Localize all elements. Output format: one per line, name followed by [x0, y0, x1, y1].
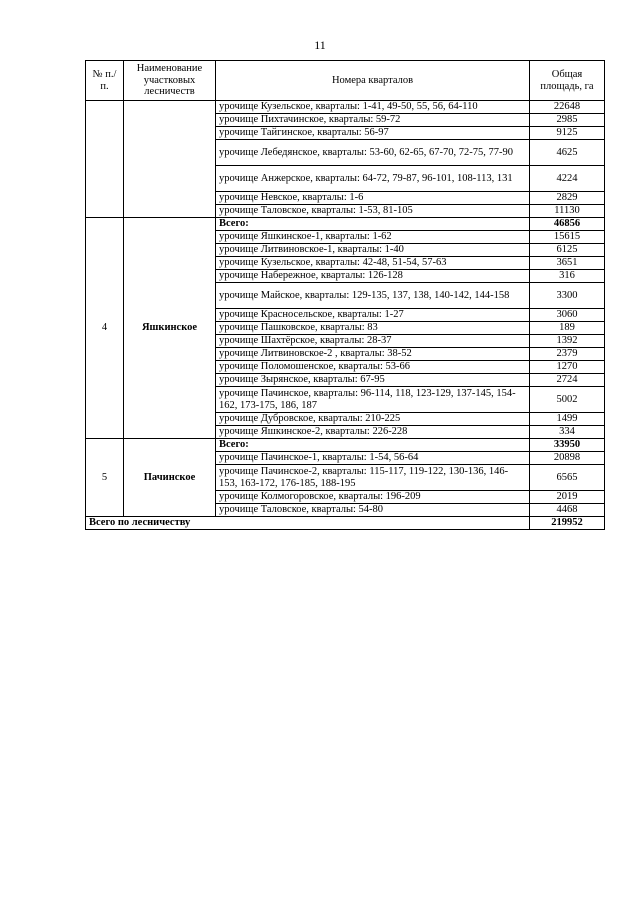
quarters-cell: урочище Лебедянское, кварталы: 53-60, 62-65, 67-70, 72-75, 77-90	[216, 140, 530, 166]
row-number: 5	[86, 439, 124, 517]
row-number: 4	[86, 218, 124, 439]
quarters-cell: урочище Невское, кварталы: 1-6	[216, 192, 530, 205]
area-cell: 1392	[530, 335, 605, 348]
quarters-cell: урочище Колмогоровское, кварталы: 196-209	[216, 491, 530, 504]
subtotal-label: Всего:	[216, 439, 530, 452]
area-cell: 4468	[530, 504, 605, 517]
header-no: № п./п.	[86, 61, 124, 101]
forestry-name	[124, 101, 216, 218]
grand-total-row	[86, 517, 605, 530]
quarters-cell: урочище Кузельское, кварталы: 42-48, 51-54, 57-63	[216, 257, 530, 270]
area-cell: 2019	[530, 491, 605, 504]
quarters-cell: урочище Пачинское-2, кварталы: 115-117, 119-122, 130-136, 146-153, 163-172, 176-185, 188-195	[216, 465, 530, 491]
area-cell: 1270	[530, 361, 605, 374]
forestry-name: Пачинское	[124, 439, 216, 517]
subtotal-value: 33950	[530, 439, 605, 452]
area-cell: 1499	[530, 413, 605, 426]
quarters-cell: урочище Дубровское, кварталы: 210-225	[216, 413, 530, 426]
quarters-cell: урочище Майское, кварталы: 129-135, 137, 138, 140-142, 144-158	[216, 283, 530, 309]
subtotal-value: 46856	[530, 218, 605, 231]
header-area: Общая площадь, га	[530, 61, 605, 101]
quarters-cell: урочище Красносельское, кварталы: 1-27	[216, 309, 530, 322]
quarters-cell: урочище Поломошенское, кварталы: 53-66	[216, 361, 530, 374]
area-cell: 3060	[530, 309, 605, 322]
area-cell: 6125	[530, 244, 605, 257]
area-cell: 22648	[530, 101, 605, 114]
area-cell: 2985	[530, 114, 605, 127]
table-header-row	[86, 61, 605, 101]
area-cell: 2724	[530, 374, 605, 387]
quarters-cell: урочище Пачинское-1, кварталы: 1-54, 56-64	[216, 452, 530, 465]
area-cell: 3651	[530, 257, 605, 270]
table-row	[86, 101, 605, 114]
area-cell: 316	[530, 270, 605, 283]
subtotal-row	[86, 218, 605, 231]
quarters-cell: урочище Литвиновское-2 , кварталы: 38-52	[216, 348, 530, 361]
quarters-cell: урочище Литвиновское-1, кварталы: 1-40	[216, 244, 530, 257]
header-forestry-name: Наименование участковых лесничеств	[124, 61, 216, 101]
area-cell: 11130	[530, 205, 605, 218]
header-quarters: Номера кварталов	[216, 61, 530, 101]
area-cell: 189	[530, 322, 605, 335]
quarters-cell: урочище Пашковское, кварталы: 83	[216, 322, 530, 335]
area-cell: 2379	[530, 348, 605, 361]
quarters-cell: урочище Таловское, кварталы: 1-53, 81-105	[216, 205, 530, 218]
subtotal-row	[86, 439, 605, 452]
table-body	[86, 101, 605, 530]
area-cell: 2829	[530, 192, 605, 205]
area-cell: 5002	[530, 387, 605, 413]
quarters-cell: урочище Таловское, кварталы: 54-80	[216, 504, 530, 517]
quarters-cell: урочище Кузельское, кварталы: 1-41, 49-50, 55, 56, 64-110	[216, 101, 530, 114]
forest-quarters-table	[85, 60, 605, 530]
quarters-cell: урочище Анжерское, кварталы: 64-72, 79-87, 96-101, 108-113, 131	[216, 166, 530, 192]
area-cell: 20898	[530, 452, 605, 465]
forestry-name: Яшкинское	[124, 218, 216, 439]
area-cell: 334	[530, 426, 605, 439]
quarters-cell: урочище Тайгинское, кварталы: 56-97	[216, 127, 530, 140]
area-cell: 4625	[530, 140, 605, 166]
quarters-cell: урочище Шахтёрское, кварталы: 28-37	[216, 335, 530, 348]
quarters-cell: урочище Пихтачинское, кварталы: 59-72	[216, 114, 530, 127]
area-cell: 6565	[530, 465, 605, 491]
row-number	[86, 101, 124, 218]
subtotal-label: Всего:	[216, 218, 530, 231]
area-cell: 3300	[530, 283, 605, 309]
grand-total-label: Всего по лесничеству	[86, 517, 530, 530]
page-number: 11	[314, 38, 326, 52]
quarters-cell: урочище Набережное, кварталы: 126-128	[216, 270, 530, 283]
quarters-cell: урочище Яшкинское-2, кварталы: 226-228	[216, 426, 530, 439]
quarters-cell: урочище Яшкинское-1, кварталы: 1-62	[216, 231, 530, 244]
quarters-cell: урочище Пачинское, кварталы: 96-114, 118, 123-129, 137-145, 154-162, 173-175, 186, 187	[216, 387, 530, 413]
grand-total-value: 219952	[530, 517, 605, 530]
area-cell: 9125	[530, 127, 605, 140]
area-cell: 15615	[530, 231, 605, 244]
area-cell: 4224	[530, 166, 605, 192]
quarters-cell: урочище Зырянское, кварталы: 67-95	[216, 374, 530, 387]
